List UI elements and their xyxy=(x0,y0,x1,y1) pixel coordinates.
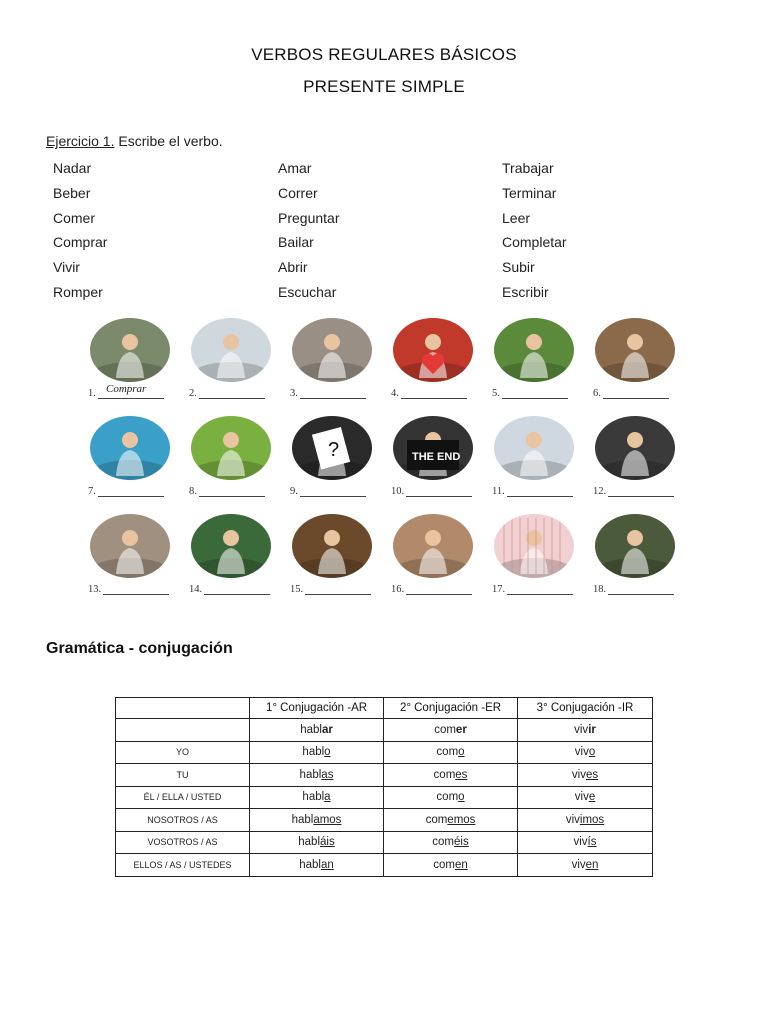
verb-stem: viv xyxy=(574,723,589,736)
verb-ending: es xyxy=(585,768,599,781)
verb-item: Trabajar xyxy=(502,160,554,176)
verb-stem: habl xyxy=(291,813,314,826)
verb-stem: com xyxy=(436,791,459,804)
answer-blank[interactable] xyxy=(88,486,164,497)
work-desk-icon xyxy=(292,318,372,382)
conjugation-cell xyxy=(250,854,384,877)
verb-ending: ar xyxy=(321,723,333,736)
picture-item xyxy=(391,414,491,508)
picture-item xyxy=(189,512,289,606)
verb-stem: habl xyxy=(300,723,322,736)
table-row xyxy=(116,809,653,832)
conjugation-cell xyxy=(384,831,518,854)
table-row xyxy=(116,854,653,877)
picture-number: 12. xyxy=(593,486,607,497)
verb-ending: o xyxy=(458,746,465,759)
verb-ending: ir xyxy=(588,723,596,736)
answer-line[interactable] xyxy=(305,584,371,595)
verb-ending: o xyxy=(588,746,596,759)
verb-item: Vivir xyxy=(53,259,80,276)
answer-blank[interactable] xyxy=(391,486,472,497)
answer-blank[interactable] xyxy=(492,388,568,399)
verb-item: Completar xyxy=(502,234,567,251)
picture-number: 9. xyxy=(290,486,298,497)
picture-item xyxy=(492,316,592,410)
answer-line[interactable] xyxy=(98,486,164,497)
exercise-instruction: Escribe el verbo. xyxy=(114,133,223,149)
table-row xyxy=(116,719,653,742)
exercise-label: Ejercicio 1. xyxy=(46,133,115,149)
answer-line[interactable] xyxy=(300,388,366,399)
conjugation-cell xyxy=(250,786,384,809)
verb-stem: viv xyxy=(573,836,588,849)
picture-number: 7. xyxy=(88,486,96,497)
answer-line[interactable] xyxy=(406,584,472,595)
answer-sheet-icon xyxy=(494,514,574,578)
table-row xyxy=(116,764,653,787)
page-subtitle: PRESENTE SIMPLE xyxy=(303,77,465,96)
svg-text:THE END: THE END xyxy=(412,451,461,463)
verb-stem: habl xyxy=(298,836,321,849)
picture-item xyxy=(88,512,188,606)
exercise-title xyxy=(46,133,223,149)
answer-line[interactable] xyxy=(608,584,674,595)
answer-blank[interactable] xyxy=(88,584,169,595)
verb-ending: ís xyxy=(587,836,597,849)
conjugation-cell xyxy=(384,786,518,809)
picture-grid xyxy=(88,316,688,606)
pronoun-cell: ELLOS / AS / USTEDES xyxy=(116,854,250,877)
conjugation-cell xyxy=(384,809,518,832)
clapperboard-icon xyxy=(393,416,473,480)
picture-item xyxy=(290,414,390,508)
answer-line[interactable] xyxy=(204,584,270,595)
pronoun-cell: TU xyxy=(116,764,250,787)
conjugation-cell xyxy=(250,764,384,787)
answer-blank[interactable] xyxy=(290,486,366,497)
headphones-icon xyxy=(191,514,271,578)
answer-line[interactable] xyxy=(103,584,169,595)
verb-item: Leer xyxy=(502,209,531,226)
picture-item xyxy=(290,512,390,606)
answer-blank[interactable] xyxy=(290,584,371,595)
picture-number: 17. xyxy=(492,584,506,595)
answer-line[interactable] xyxy=(401,388,467,399)
conjugation-cell xyxy=(518,719,653,742)
verb-stem: com xyxy=(436,746,459,759)
conjugation-cell xyxy=(384,719,518,742)
question-card-icon xyxy=(292,416,372,480)
table-corner-cell xyxy=(116,698,250,719)
verb-ending: áis xyxy=(320,836,335,849)
picture-item xyxy=(391,512,491,606)
answer-line[interactable] xyxy=(300,486,366,497)
verb-stem: habl xyxy=(299,768,322,781)
conjugation-cell xyxy=(250,831,384,854)
picture-number: 2. xyxy=(189,388,197,399)
verb-ending: er xyxy=(455,723,467,736)
answer-blank[interactable] xyxy=(492,584,573,595)
picture-number: 18. xyxy=(593,584,607,595)
pronoun-cell xyxy=(116,719,250,742)
verb-item: Bailar xyxy=(278,234,314,251)
picture-item xyxy=(88,414,188,508)
picture-item xyxy=(189,316,289,410)
verb-item: Abrir xyxy=(278,259,308,276)
answer-line[interactable] xyxy=(199,486,265,497)
answer-line[interactable] xyxy=(406,486,472,497)
conjugation-cell xyxy=(518,741,653,764)
picture-item xyxy=(593,316,693,410)
answer-blank[interactable] xyxy=(391,584,472,595)
answer-line[interactable] xyxy=(603,388,669,399)
picture-item xyxy=(88,316,188,410)
picture-number: 8. xyxy=(189,486,197,497)
pronoun-cell: ÉL / ELLA / USTED xyxy=(116,786,250,809)
picture-number: 1. xyxy=(88,388,96,399)
verb-ending: o xyxy=(324,746,331,759)
picture-number: 3. xyxy=(290,388,298,399)
verb-stem: com xyxy=(433,768,456,781)
answer-line[interactable] xyxy=(608,486,674,497)
picture-item xyxy=(593,512,693,606)
picture-number: 5. xyxy=(492,388,500,399)
answer-blank[interactable] xyxy=(189,388,265,399)
verb-list xyxy=(0,160,768,310)
door-opening-icon xyxy=(595,514,675,578)
verb-ending: e xyxy=(588,791,596,804)
answer-blank[interactable] xyxy=(189,486,265,497)
answer-blank[interactable] xyxy=(290,388,366,399)
verb-item: Comprar xyxy=(53,234,108,251)
dancers-icon xyxy=(292,514,372,578)
verb-item: Beber xyxy=(53,184,91,201)
answer-line[interactable] xyxy=(507,584,573,595)
answer-blank[interactable] xyxy=(593,584,674,595)
verb-ending: emos xyxy=(447,813,476,826)
verb-ending: éis xyxy=(454,836,469,849)
verb-item: Subir xyxy=(502,259,535,276)
picture-number: 15. xyxy=(290,584,304,595)
conjugation-cell xyxy=(518,764,653,787)
verb-item: Escribir xyxy=(502,284,549,300)
conjugation-cell xyxy=(518,854,653,877)
shopping-cart-icon xyxy=(90,318,170,382)
answer-blank[interactable] xyxy=(492,486,573,497)
verb-item: Romper xyxy=(53,284,103,300)
bottle-icon xyxy=(494,318,574,382)
pronoun-cell: NOSOTROS / AS xyxy=(116,809,250,832)
svg-text:?: ? xyxy=(328,439,340,461)
verb-stem: habl xyxy=(299,858,321,871)
picture-number: 13. xyxy=(88,584,102,595)
verb-stem: com xyxy=(433,858,455,871)
answer-blank[interactable] xyxy=(189,584,270,595)
answer-blank[interactable] xyxy=(593,486,674,497)
picture-item xyxy=(290,316,390,410)
picture-number: 10. xyxy=(391,486,405,497)
verb-ending: as xyxy=(321,768,334,781)
picture-number: 14. xyxy=(189,584,203,595)
book-reading-icon xyxy=(595,318,675,382)
conjugation-cell xyxy=(384,741,518,764)
verb-item: Amar xyxy=(278,160,312,176)
header-ir: 3° Conjugación -IR xyxy=(518,698,653,719)
page-title: VERBOS REGULARES BÁSICOS xyxy=(251,45,517,64)
verb-stem: viv xyxy=(571,768,586,781)
pronoun-cell: YO xyxy=(116,741,250,764)
heart-icon xyxy=(393,318,473,382)
grammar-heading: Gramática - conjugación xyxy=(46,640,233,657)
verb-stem: com xyxy=(432,836,455,849)
verb-stem: viv xyxy=(574,746,589,759)
picture-item xyxy=(189,414,289,508)
conjugation-cell xyxy=(250,719,384,742)
verb-stem: com xyxy=(434,723,456,736)
verb-item: Escuchar xyxy=(278,284,337,300)
picture-item xyxy=(593,414,693,508)
conjugation-cell xyxy=(250,809,384,832)
verb-ending: amos xyxy=(313,813,342,826)
verb-item: Comer xyxy=(53,209,96,226)
conjugation-cell xyxy=(384,854,518,877)
verb-stem: viv xyxy=(571,858,586,871)
table-row xyxy=(116,741,653,764)
verb-ending: a xyxy=(324,791,331,804)
verb-ending: an xyxy=(320,858,334,871)
verb-stem: com xyxy=(425,813,448,826)
eating-burger-icon xyxy=(393,514,473,578)
verb-ending: en xyxy=(585,858,599,871)
verb-item: Nadar xyxy=(53,160,92,176)
verb-ending: o xyxy=(458,791,465,804)
verb-ending: es xyxy=(455,768,468,781)
answer-line[interactable] xyxy=(502,388,568,399)
verb-item: Terminar xyxy=(502,184,557,201)
verb-stem: habl xyxy=(302,791,325,804)
verb-ending: imos xyxy=(579,813,605,826)
runner-icon xyxy=(191,318,271,382)
writing-icon xyxy=(494,416,574,480)
table-row xyxy=(116,786,653,809)
conjugation-cell xyxy=(518,786,653,809)
drinking-icon xyxy=(191,416,271,480)
conjugation-cell xyxy=(384,764,518,787)
picture-number: 11. xyxy=(492,486,505,497)
conjugation-cell xyxy=(518,831,653,854)
conjugation-cell xyxy=(250,741,384,764)
conjugation-table xyxy=(115,697,653,877)
pronoun-cell: VOSOTROS / AS xyxy=(116,831,250,854)
verb-item: Correr xyxy=(278,184,318,201)
answer-line[interactable] xyxy=(507,486,573,497)
verb-stem: habl xyxy=(302,746,325,759)
conjugation-cell xyxy=(518,809,653,832)
header-ar: 1° Conjugación -AR xyxy=(250,698,384,719)
verb-stem: viv xyxy=(574,791,589,804)
picture-item xyxy=(492,414,592,508)
picture-number: 4. xyxy=(391,388,399,399)
answer-line[interactable] xyxy=(199,388,265,399)
verb-stem: viv xyxy=(565,813,580,826)
verb-item: Preguntar xyxy=(278,209,340,226)
picture-item xyxy=(492,512,592,606)
header-er: 2° Conjugación -ER xyxy=(384,698,518,719)
picture-item xyxy=(391,316,491,410)
swimmer-icon xyxy=(90,416,170,480)
answer-blank[interactable] xyxy=(593,388,669,399)
living-room-icon xyxy=(90,514,170,578)
picture-number: 16. xyxy=(391,584,405,595)
answer-blank[interactable] xyxy=(391,388,467,399)
table-row xyxy=(116,831,653,854)
handwritten-answer: Comprar xyxy=(106,383,147,395)
verb-ending: en xyxy=(454,858,468,871)
picture-number: 6. xyxy=(593,388,601,399)
suit-icon xyxy=(595,416,675,480)
